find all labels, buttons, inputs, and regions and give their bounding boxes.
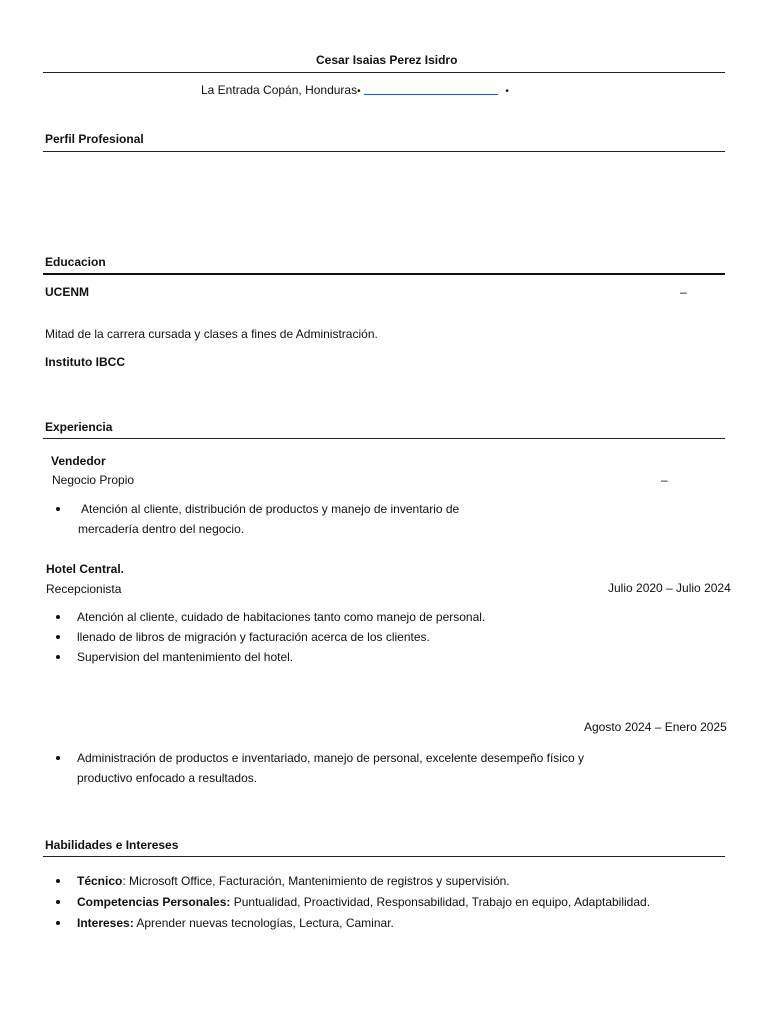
job-dates: Agosto 2024 – Enero 2025 [584, 720, 727, 734]
skill-item [77, 874, 510, 888]
skill-item [77, 916, 394, 930]
section-heading-educacion: Educacion [45, 255, 106, 269]
section-divider [43, 151, 725, 152]
separator-dot: • [357, 86, 361, 97]
bullet-dot [56, 756, 60, 760]
bullet-dot [56, 615, 60, 619]
job-bullet-text: Supervision del mantenimiento del hotel. [77, 650, 294, 664]
section-divider [43, 273, 725, 275]
skill-item [77, 895, 650, 909]
job-bullet-text: llenado de libros de migración y facturación acerca de los clientes. [77, 630, 430, 644]
bullet-dot [56, 900, 60, 904]
bullet-dot [56, 879, 60, 883]
education-description: Mitad de la carrera cursada y clases a fines de Administración. [45, 327, 378, 341]
contact-line [201, 83, 509, 97]
section-heading-experiencia: Experiencia [45, 420, 113, 434]
candidate-name: Cesar Isaias Perez Isidro [316, 53, 458, 67]
bullet-dot [56, 635, 60, 639]
job-bullet-text: productivo enfocado a resultados. [77, 771, 258, 785]
skill-label: Técnico [77, 874, 123, 888]
skill-text: Puntualidad, Proactividad, Responsabilidad, Trabajo en equipo, Adaptabilidad. [230, 895, 651, 909]
job-company: Negocio Propio [52, 473, 135, 487]
job-role: Recepcionista [46, 582, 122, 596]
job-title: Hotel Central. [46, 562, 125, 576]
education-school: Instituto IBCC [45, 355, 125, 369]
education-school: UCENM [45, 285, 89, 299]
bullet-dot [56, 655, 60, 659]
section-heading-perfil: Perfil Profesional [45, 132, 144, 146]
skill-text: Aprender nuevas tecnologías, Lectura, Caminar. [133, 916, 394, 930]
skill-label: Competencias Personales: [77, 895, 231, 909]
bullet-dot [56, 921, 60, 925]
bullet-dot [56, 507, 60, 511]
education-dates: – [680, 285, 687, 299]
location-text: La Entrada Copán, Honduras [201, 83, 358, 97]
job-title: Vendedor [51, 454, 106, 468]
section-heading-habilidades: Habilidades e Intereses [45, 838, 179, 852]
section-divider [43, 438, 725, 439]
skill-label-suffix: : [122, 874, 126, 888]
skill-label: Intereses: [77, 916, 134, 930]
section-divider [43, 856, 725, 857]
skill-text: Microsoft Office, Facturación, Mantenimiento de registros y supervisión. [125, 874, 510, 888]
job-bullet-text: Administración de productos e inventariado, manejo de personal, excelente desempeño físico y [77, 751, 584, 765]
header-divider [43, 72, 725, 73]
job-bullet-text: Atención al cliente, distribución de productos y manejo de inventario de [81, 502, 460, 516]
job-dates: – [661, 473, 668, 487]
job-bullet-text: Atención al cliente, cuidado de habitaciones tanto como manejo de personal. [77, 610, 486, 624]
contact-link[interactable] [364, 84, 498, 95]
job-bullet-text: mercadería dentro del negocio. [78, 522, 245, 536]
job-dates: Julio 2020 – Julio 2024 [608, 581, 731, 595]
separator-dot: • [505, 86, 509, 97]
